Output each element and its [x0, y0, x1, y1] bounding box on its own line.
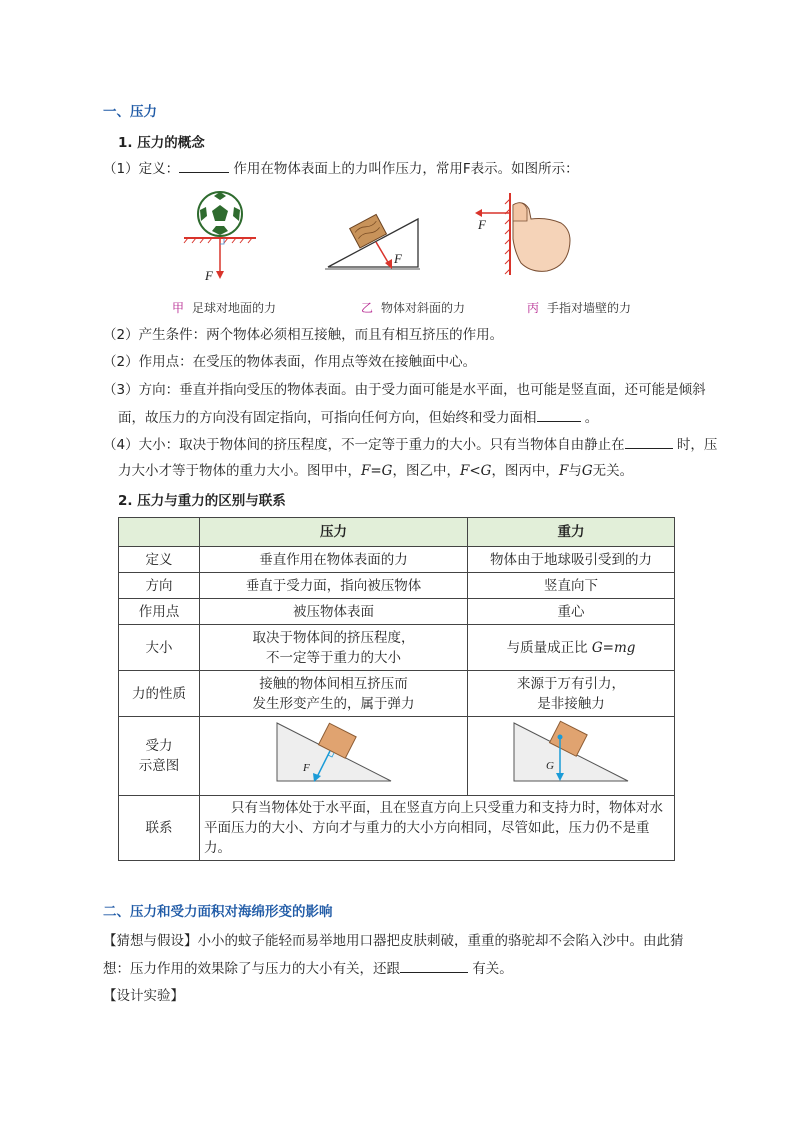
hypothesis-blank[interactable]	[400, 958, 468, 973]
subsection-compare-title: 2. 压力与重力的区别与联系	[118, 493, 286, 509]
magnitude-line-2: 力大小才等于物体的重力大小。图甲中，F=G，图乙中，F<G，图丙中，F与G无关。	[118, 463, 634, 479]
table-header-row	[119, 518, 675, 547]
force-label-a: F	[205, 268, 213, 283]
action-point-line: （2）作用点：在受压的物体表面，作用点等效在接触面中心。	[103, 354, 477, 370]
diagram-gravity-g: G	[546, 760, 554, 772]
definition-prefix: （1）定义：	[103, 161, 180, 177]
section1-title: 一、压力	[103, 104, 157, 120]
table-header-gravity: 重力	[468, 518, 675, 547]
table-row-diagram: 受力 示意图 F G	[119, 717, 675, 796]
caption-thumb: 丙 手指对墙壁的力	[527, 301, 632, 315]
magnitude-line-1: （4）大小：取决于物体间的挤压程度，不一定等于重力的大小。只有当物体自由静止在 时，压	[103, 434, 717, 455]
gravity-force-diagram	[506, 719, 636, 787]
magnitude-blank[interactable]	[625, 434, 673, 449]
table-row-nature: 力的性质 接触的物体间相互挤压而 发生形变产生的，属于弹力 来源于万有引力， 是非接触力	[119, 671, 675, 717]
caption-incline: 乙 物体对斜面的力	[361, 301, 466, 315]
hypothesis-line-1: 【猜想与假设】小小的蚊子能轻而易举地用口器把皮肤刺破，重重的骆驼却不会陷入沙中。由此猜	[103, 933, 684, 949]
soccer-ball-figure	[184, 192, 256, 283]
table-header-pressure: 压力	[200, 518, 468, 547]
definition-line	[103, 158, 579, 179]
hypothesis-line-2: 想：压力作用的效果除了与压力的大小有关，还跟 有关。	[103, 958, 513, 979]
subsection-concept-title: 1. 压力的概念	[118, 135, 205, 151]
design-experiment-heading: 【设计实验】	[103, 988, 184, 1004]
table-row: 方向 垂直于受力面，指向被压物体 竖直向下	[119, 573, 675, 599]
thumb-wall-figure	[475, 193, 570, 275]
definition-suffix: 作用在物体表面上的力叫作压力，常用F表示。如图所示：	[233, 161, 579, 177]
pressure-gravity-table	[118, 517, 675, 861]
table-row-magnitude: 大小 取决于物体间的挤压程度， 不一定等于重力的大小 与质量成正比 G=mg	[119, 625, 675, 671]
direction-blank[interactable]	[537, 407, 581, 422]
definition-blank[interactable]	[179, 158, 229, 173]
table-header-blank	[119, 518, 200, 547]
incline-block-figure	[325, 214, 420, 269]
direction-line-1: （3）方向：垂直并指向受压的物体表面。由于受力面可能是水平面，也可能是竖直面，还可能是倾斜	[103, 382, 706, 398]
caption-ball: 甲 足球对地面的力	[172, 301, 277, 315]
diagram-force-f: F	[302, 762, 310, 774]
force-label-c: F	[478, 217, 486, 232]
pressure-examples-figure	[170, 183, 650, 293]
force-label-b: F	[394, 251, 402, 266]
direction-line-2: 面，故压力的方向没有固定指向，可指向任何方向，但始终和受力面相 。	[118, 407, 598, 428]
condition-line: （2）产生条件：两个物体必须相互接触，而且有相互挤压的作用。	[103, 327, 504, 343]
pressure-force-diagram	[269, 719, 399, 787]
table-row-relation: 联系 只有当物体处于水平面，且在竖直方向上只受重力和支持力时，物体对水平面压力的大小、方向才与重力的大小方向相同，尽管如此，压力仍不是重力。	[119, 796, 675, 861]
section2-title: 二、压力和受力面积对海绵形变的影响	[103, 904, 333, 920]
table-row: 作用点 被压物体表面 重心	[119, 599, 675, 625]
table-row: 定义 垂直作用在物体表面的力 物体由于地球吸引受到的力	[119, 547, 675, 573]
